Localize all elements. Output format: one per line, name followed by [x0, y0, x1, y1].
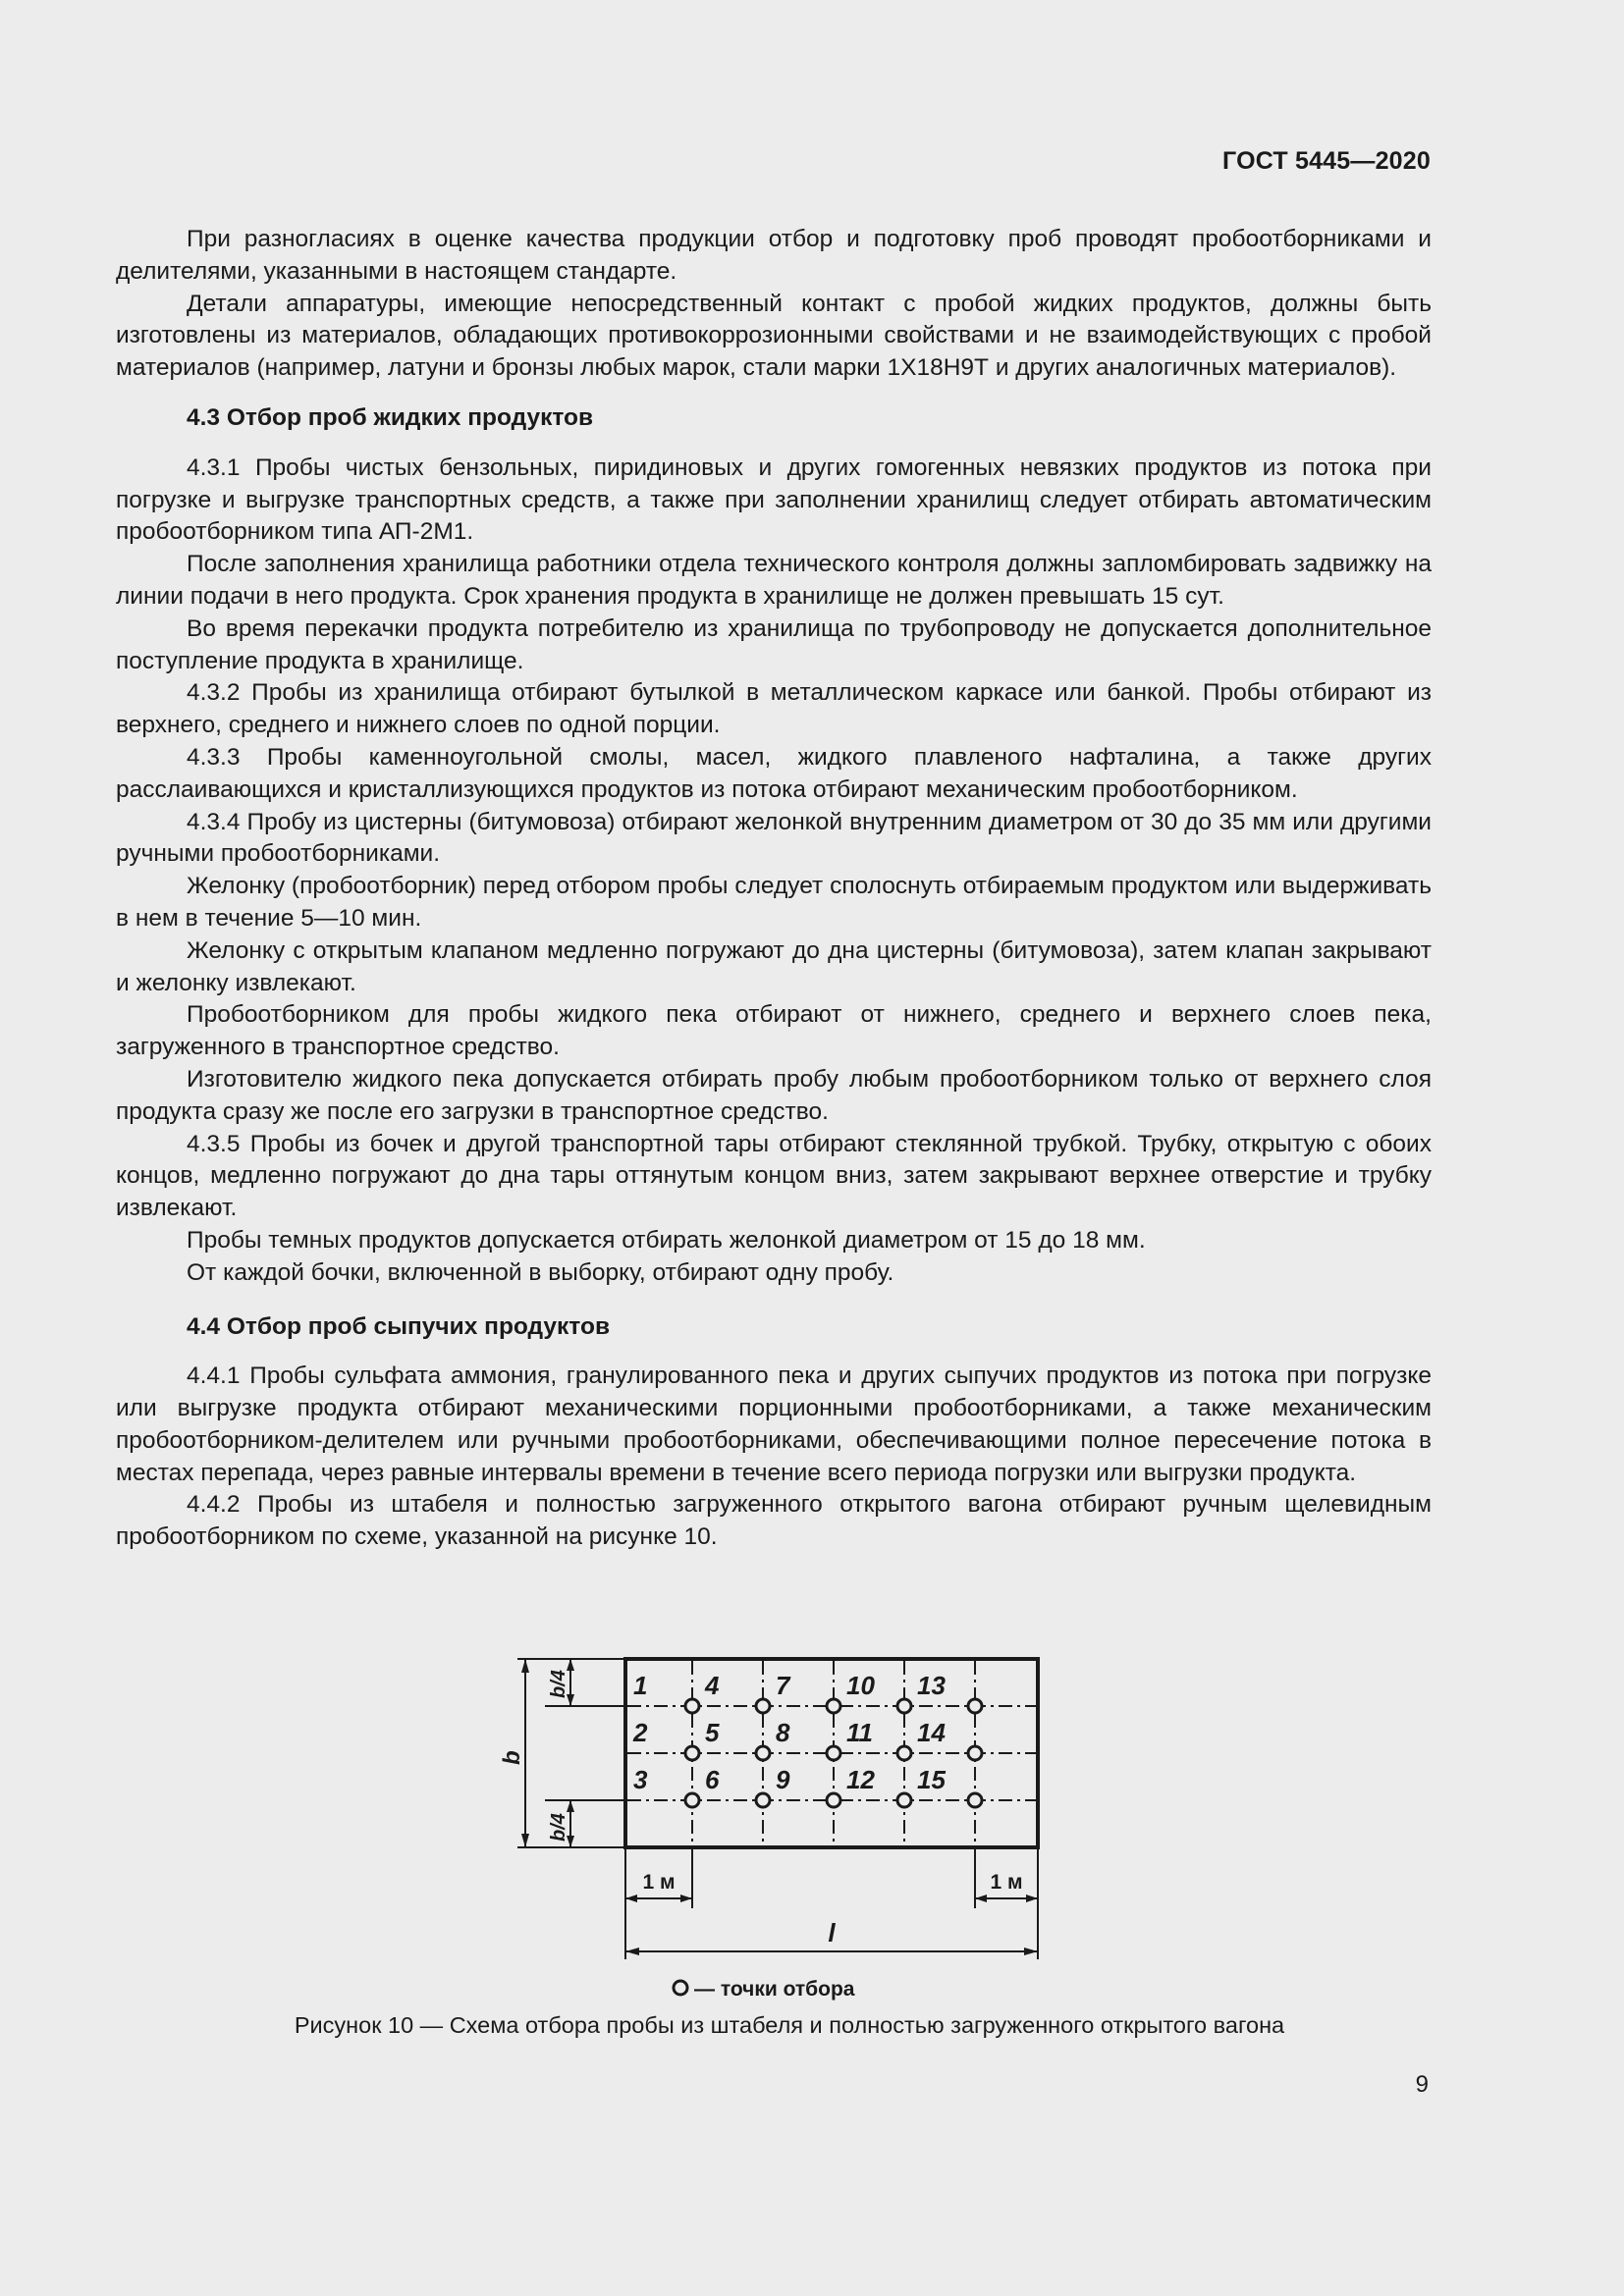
paragraph: Желонку (пробоотборник) перед отбором пробы следует сполоснуть отбираемым продуктом или выдерживать в нем в течение 5—10 мин.	[116, 873, 1432, 932]
label-b-quarter-top: b/4	[548, 1670, 569, 1698]
paragraph: После заполнения хранилища работники отдела технического контроля должны запломбировать задвижку на линии подачи в него продукта. Срок хранения продукта в хранилище не должен превышать 15 сут.	[116, 551, 1432, 610]
paragraph: Во время перекачки продукта потребителю из хранилища по трубопроводу не допускается дополнительное поступление продукта в хранилище.	[116, 614, 1432, 674]
paragraph: 4.3.4 Пробу из цистерны (битумовоза) отбирают желонкой внутренним диаметром от 30 до 35 мм или другими ручными пробоотборниками.	[116, 808, 1432, 868]
figure-caption: Рисунок 10 — Схема отбора пробы из штабеля и полностью загруженного открытого вагона	[294, 2012, 1285, 2038]
sampling-point	[756, 1699, 770, 1713]
cell-number: 7	[776, 1671, 790, 1700]
label-1m-left: 1 м	[642, 1871, 676, 1894]
sampling-point	[968, 1699, 982, 1713]
sampling-scheme-figure	[499, 1649, 1056, 2002]
cell-number: 8	[776, 1718, 790, 1747]
paragraph: Изготовителю жидкого пека допускается отбирать пробу любым пробоотборником только от верхнего слоя продукта сразу же после его загрузки в транспортное средство.	[116, 1065, 1432, 1125]
arrowhead	[680, 1895, 692, 1902]
arrowhead	[1024, 1948, 1038, 1955]
cell-number: 4	[705, 1671, 720, 1700]
cell-number: 9	[776, 1765, 790, 1794]
cell-number: 10	[846, 1671, 875, 1700]
sampling-point	[827, 1699, 840, 1713]
sampling-point	[897, 1699, 911, 1713]
cell-number: 1	[633, 1671, 648, 1700]
sampling-point	[968, 1746, 982, 1760]
paragraph: 4.3.3 Пробы каменноугольной смолы, масел, жидкого плавленого нафталина, а также других расслаивающихся и кристаллизующихся продуктов из потока отбирают механическим пробоотборником.	[116, 743, 1432, 803]
paragraph: 4.4.1 Пробы сульфата аммония, гранулированного пека и других сыпучих продуктов из потока при погрузке или выгрузке продукта отбирают механическими порционными пробоотборниками, а также механическим пробоотборником-делителем или ручными пробоотборниками, обеспечивающими полное пересечение потока в местах перепада, через равные интервалы времени в течение всего периода погрузки или выгрузки продукта.	[116, 1362, 1432, 1486]
arrowhead	[975, 1895, 987, 1902]
arrowhead	[625, 1895, 637, 1902]
cell-numbers	[632, 1671, 946, 1794]
paragraph: Детали аппаратуры, имеющие непосредственный контакт с пробой жидких продуктов, должны быть изготовлены из материалов, обладающих противокоррозионными свойствами и не взаимодействующих с пробой материалов (например, латуни и бронзы любых марок, стали марки 1Х18Н9Т и других аналогичных материалов).	[116, 290, 1432, 382]
arrowhead	[1026, 1895, 1038, 1902]
sampling-point	[827, 1746, 840, 1760]
paragraph: При разногласиях в оценке качества продукции отбор и подготовку проб проводят пробоотборниками и делителями, указанными в настоящем стандарте.	[116, 226, 1432, 285]
sampling-point	[756, 1793, 770, 1807]
page-body	[116, 224, 1432, 1554]
label-1m-right: 1 м	[990, 1871, 1023, 1894]
sampling-scheme-diagram	[499, 1649, 1056, 2002]
arrowhead	[521, 1834, 529, 1847]
section-heading-4-4: 4.4 Отбор проб сыпучих продуктов	[187, 1312, 610, 1340]
document-id: ГОСТ 5445—2020	[1222, 147, 1431, 175]
label-b-quarter-bottom: b/4	[548, 1813, 569, 1842]
sampling-point	[897, 1746, 911, 1760]
paragraph: 4.3.2 Пробы из хранилища отбирают бутылкой в металлическом каркасе или банкой. Пробы отбирают из верхнего, среднего и нижнего слоев по одной порции.	[116, 679, 1432, 739]
cell-number: 12	[846, 1765, 875, 1794]
label-b: b	[499, 1750, 525, 1765]
cell-number: 3	[633, 1765, 648, 1794]
dimension-b	[517, 1659, 627, 1847]
sampling-point	[685, 1746, 699, 1760]
cell-number: 15	[917, 1765, 946, 1794]
arrowhead	[567, 1659, 574, 1671]
cell-number: 5	[705, 1718, 720, 1747]
sampling-point	[827, 1793, 840, 1807]
sampling-point	[756, 1746, 770, 1760]
cell-number: 11	[846, 1718, 873, 1747]
arrowhead	[625, 1948, 639, 1955]
sampling-point	[968, 1793, 982, 1807]
sampling-point	[685, 1793, 699, 1807]
cell-number: 6	[705, 1765, 720, 1794]
paragraph: 4.4.2 Пробы из штабеля и полностью загруженного открытого вагона отбирают ручным щелевидным пробоотборником по схеме, указанной на рисунке 10.	[116, 1491, 1432, 1551]
arrowhead	[521, 1659, 529, 1673]
paragraph: 4.3.1 Пробы чистых бензольных, пиридиновых и других гомогенных невязких продуктов из потока при погрузке и выгрузке транспортных средств, а также при заполнении хранилищ следует отбирать автоматическим пробоотборником типа АП-2М1.	[116, 454, 1432, 546]
arrowhead	[567, 1800, 574, 1812]
paragraph: Пробоотборником для пробы жидкого пека отбирают от нижнего, среднего и верхнего слоев пека, загруженного в транспортное средство.	[116, 1001, 1432, 1061]
cell-number: 14	[917, 1718, 946, 1747]
label-l: l	[828, 1918, 836, 1948]
legend-point-icon	[674, 1981, 687, 1995]
paragraph: 4.3.5 Пробы из бочек и другой транспортной тары отбирают стеклянной трубкой. Трубку, открытую с обоих концов, медленно погружают до дна тары оттянутым концом вниз, затем закрывают верхнее отверстие и трубку извлекают.	[116, 1130, 1432, 1222]
sampling-point	[897, 1793, 911, 1807]
sampling-point	[685, 1699, 699, 1713]
cell-number: 2	[633, 1718, 648, 1747]
paragraph: Желонку с открытым клапаном медленно погружают до дна цистерны (битумовоза), затем клапан закрывают и желонку извлекают.	[116, 936, 1432, 996]
section-heading-4-3: 4.3 Отбор проб жидких продуктов	[187, 403, 594, 431]
legend-text: — точки отбора	[694, 1978, 855, 2001]
cell-number: 13	[917, 1671, 946, 1700]
paragraph: Пробы темных продуктов допускается отбирать желонкой диаметром от 15 до 18 мм.	[187, 1226, 1146, 1254]
page-number: 9	[1415, 2071, 1429, 2098]
paragraph: От каждой бочки, включенной в выборку, отбирают одну пробу.	[187, 1258, 894, 1286]
